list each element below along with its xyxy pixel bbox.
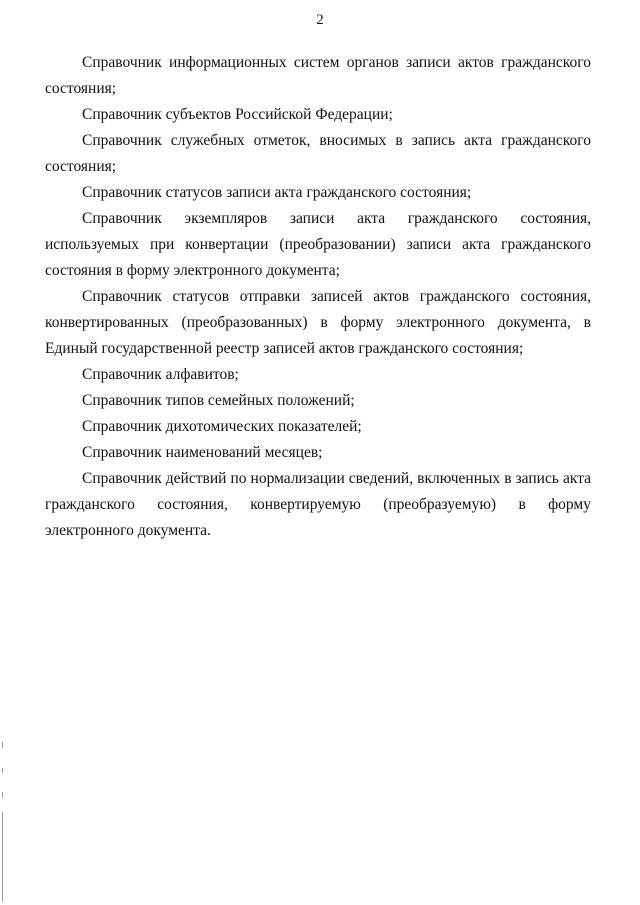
page-number: 2 [316, 12, 324, 28]
paragraph-federation-subjects: Справочник субъектов Российской Федерации; [82, 106, 393, 123]
paragraph-record-statuses: Справочник статусов записи акта гражданского состояния; [82, 184, 472, 201]
scan-artifact-mark [2, 792, 3, 798]
scan-artifact-mark [2, 742, 3, 748]
paragraph-alphabets: Справочник алфавитов; [82, 366, 239, 383]
paragraph-family-status-types: Справочник типов семейных положений; [82, 392, 355, 409]
scan-artifact-line [2, 812, 3, 902]
document-body [45, 50, 591, 544]
paragraph-record-copies: Справочник экземпляров записи акта гражданского состояния, используемых при конвертации (преобразовании) записи акта гражданского состояния в форму электронного документа; [45, 210, 591, 279]
paragraph-service-marks: Справочник служебных отметок, вносимых в запись акта гражданского состояния; [45, 132, 591, 175]
scan-artifact-mark [2, 768, 3, 773]
paragraph-month-names: Справочник наименований месяцев; [82, 444, 323, 461]
paragraph-sending-statuses: Справочник статусов отправки записей актов гражданского состояния, конвертированных (преобразованных) в форму электронного документа, в Единый государственной реестр записей актов гражданского состояния; [45, 288, 591, 357]
paragraph-dichotomous-indicators: Справочник дихотомических показателей; [82, 418, 362, 435]
paragraph-normalization-actions: Справочник действий по нормализации сведений, включенных в запись акта гражданского состояния, конвертируемую (преобразуемую) в форму электронного документа. [45, 470, 591, 539]
paragraph-information-systems: Справочник информационных систем органов записи актов гражданского состояния; [45, 54, 591, 97]
